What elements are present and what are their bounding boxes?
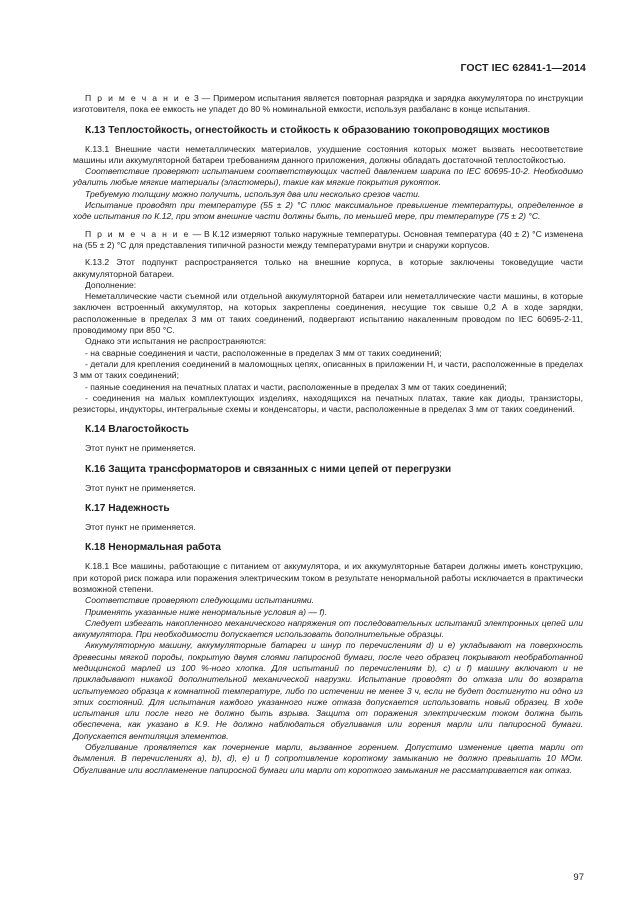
- section-title-k18: К.18 Ненормальная работа: [85, 542, 221, 554]
- k14-text: Этот пункт не применяется.: [85, 443, 196, 454]
- section-title-k16: К.16 Защита трансформаторов и связанных с ними цепей от перегрузки: [85, 463, 452, 475]
- note-text: — В К.12 измеряют только наружные температуры. Основная температура (40 ± 2) °С изменена на (55 ± 2) °С для представления типичной разности между температурами внутри и снаружи корпусов.: [73, 228, 583, 250]
- k13-paragraph-5: К.13.2 Этот подпункт распространяется только на внешние корпуса, в которые заключены токоведущие части аккумуляторной батареи.: [73, 257, 583, 279]
- document-body: [73, 92, 583, 776]
- k16-text: Этот пункт не применяется.: [85, 482, 196, 493]
- k13-bullet-1: - на сварные соединения и части, расположенные в пределах 3 мм от таких соединений;: [85, 347, 442, 358]
- k13-paragraph-3: Требуемую толщину можно получить, используя два или несколько срезов части.: [85, 188, 421, 199]
- section-title-k17: К.17 Надежность: [85, 503, 170, 515]
- k18-paragraph-4: Следует избегать накопленного механического напряжения от последовательных испытаний электронных цепей или аккумулятора. При необходимости допускается использовать дополнительные образцы.: [73, 617, 583, 640]
- k13-bullet-3: - паяные соединения на печатных платах и части, расположенные в пределах 3 мм от таких соединений;: [85, 381, 507, 392]
- page-number: 97: [573, 872, 584, 883]
- note-3: [73, 93, 583, 116]
- k13-paragraph-2: Соответствие проверяют испытанием соответствующих частей давлением шарика по IEC 60695-10-2. Необходимо удалить любые мягкие материалы (эластомеры), такие как мягкие покрытия рукояток.: [73, 166, 583, 188]
- k13-paragraph-6: Дополнение:: [85, 279, 137, 290]
- note-label: П р и м е ч а н и е: [85, 93, 192, 103]
- k18-paragraph-3: Применять указанные ниже ненормальные условия а) — f).: [85, 606, 327, 617]
- standard-header: ГОСТ IEC 62841-1—2014: [460, 62, 586, 74]
- section-title-k13: К.13 Теплостойкость, огнестойкость и стойкость к образованию токопроводящих мостиков: [85, 124, 550, 136]
- k18-paragraph-6: Обугливание проявляется как почернение марли, вызванное горением. Допустимо изменение цвета марли от дымления. В перечислениях а), b), d), e) и f) сопротивление короткому замыканию не должно превышать 10 МОм. Обугливание или воспламенение папиросной бумаги или марли от короткого замыкания не рассматривается как отказ.: [73, 742, 583, 775]
- k13-bullet-2: - детали для крепления соединений в маломощных цепях, описанных в приложении Н, и части, расположенные в пределах 3 мм от таких соединений;: [73, 358, 583, 381]
- k18-paragraph-5: Аккумуляторную машину, аккумуляторные батареи и шнур по перечислениям d) и e) укладывают на поверхность древесины мягкой породы, покрытую двумя слоями папиросной бумаги, после чего образец покрывают необработанной медицинской марлей из 100 %-ного хлопка. Для испытаний по перечислениям b), с) и f) машину включают и не прикладывают никакой дополнительной механической нагрузки. Испытание проводят до отказа или до возврата испытуемого образца к комнатной температуре, либо по истечении не менее 3 ч, если не будет достигнуто ни одно из этих состояний. Для испытания каждого указанного ниже отказа допускается использовать новый образец. В ходе испытания или после него не должно быть взрыва. Защита от поражения электрическим током должна быть обеспечена, как указано в К.9. Не должно наблюдаться обугливания или горения марли или папиросной бумаги. Допускается вентиляция элементов.: [73, 640, 583, 741]
- k18-paragraph-2: Соответствие проверяют следующими испытаниями.: [85, 595, 315, 606]
- note-text: 3 — Примером испытания является повторная разрядка и зарядка аккумулятора по инструкции изготовителя, пока ее емкость не упадет до 80 % номинальной емкости, используя разбаланс в конце испытания.: [73, 93, 583, 115]
- section-title-k14: К.14 Влагостойкость: [85, 424, 189, 436]
- k17-text: Этот пункт не применяется.: [85, 522, 196, 533]
- k13-paragraph-1: К.13.1 Внешние части неметаллических материалов, ухудшение состояния которых может вызвать несоответствие машины или аккумуляторной батареи требованиям данного приложения, должны обладать достаточной теплостойкостью.: [73, 143, 583, 165]
- k13-note: [73, 229, 583, 252]
- k13-bullet-4: - соединения на малых комплектующих изделиях, находящихся на печатных платах, такие как диоды, транзисторы, резисторы, индукторы, интегральные схемы и конденсаторы, и части, расположенные в пределах 3 мм от таких соединений.: [73, 392, 583, 415]
- k13-paragraph-7: Неметаллические части съемной или отдельной аккумуляторной батареи или неметаллические части машины, в которые заключен встроенный аккумулятор, на которых закреплены соединения, несущие ток свыше 0,2 А в ходе зарядки, расположенные в пределах 3 мм от таких соединений, подвергают испытанию накаленным проводом по IEC 60695-2-11, проводимому при 850 °С.: [73, 291, 583, 336]
- note-label: П р и м е ч а н и е: [85, 228, 190, 239]
- k18-paragraph-1: К.18.1 Все машины, работающие с питанием от аккумулятора, и их аккумуляторные батареи должны иметь конструкцию, при которой риск пожара или поражения электрическим током в результате ненормальной работы исключается в практически возможной степени.: [73, 561, 583, 594]
- k13-paragraph-4: Испытание проводят при температуре (55 ± 2) °С плюс максимальное превышение температуры, определенное в ходе испытания по К.12, при этом внешние части должны быть, по меньшей мере, при температуре (75 ± 2) °С.: [73, 200, 583, 222]
- k13-paragraph-8: Однако эти испытания не распространяются:: [85, 336, 267, 347]
